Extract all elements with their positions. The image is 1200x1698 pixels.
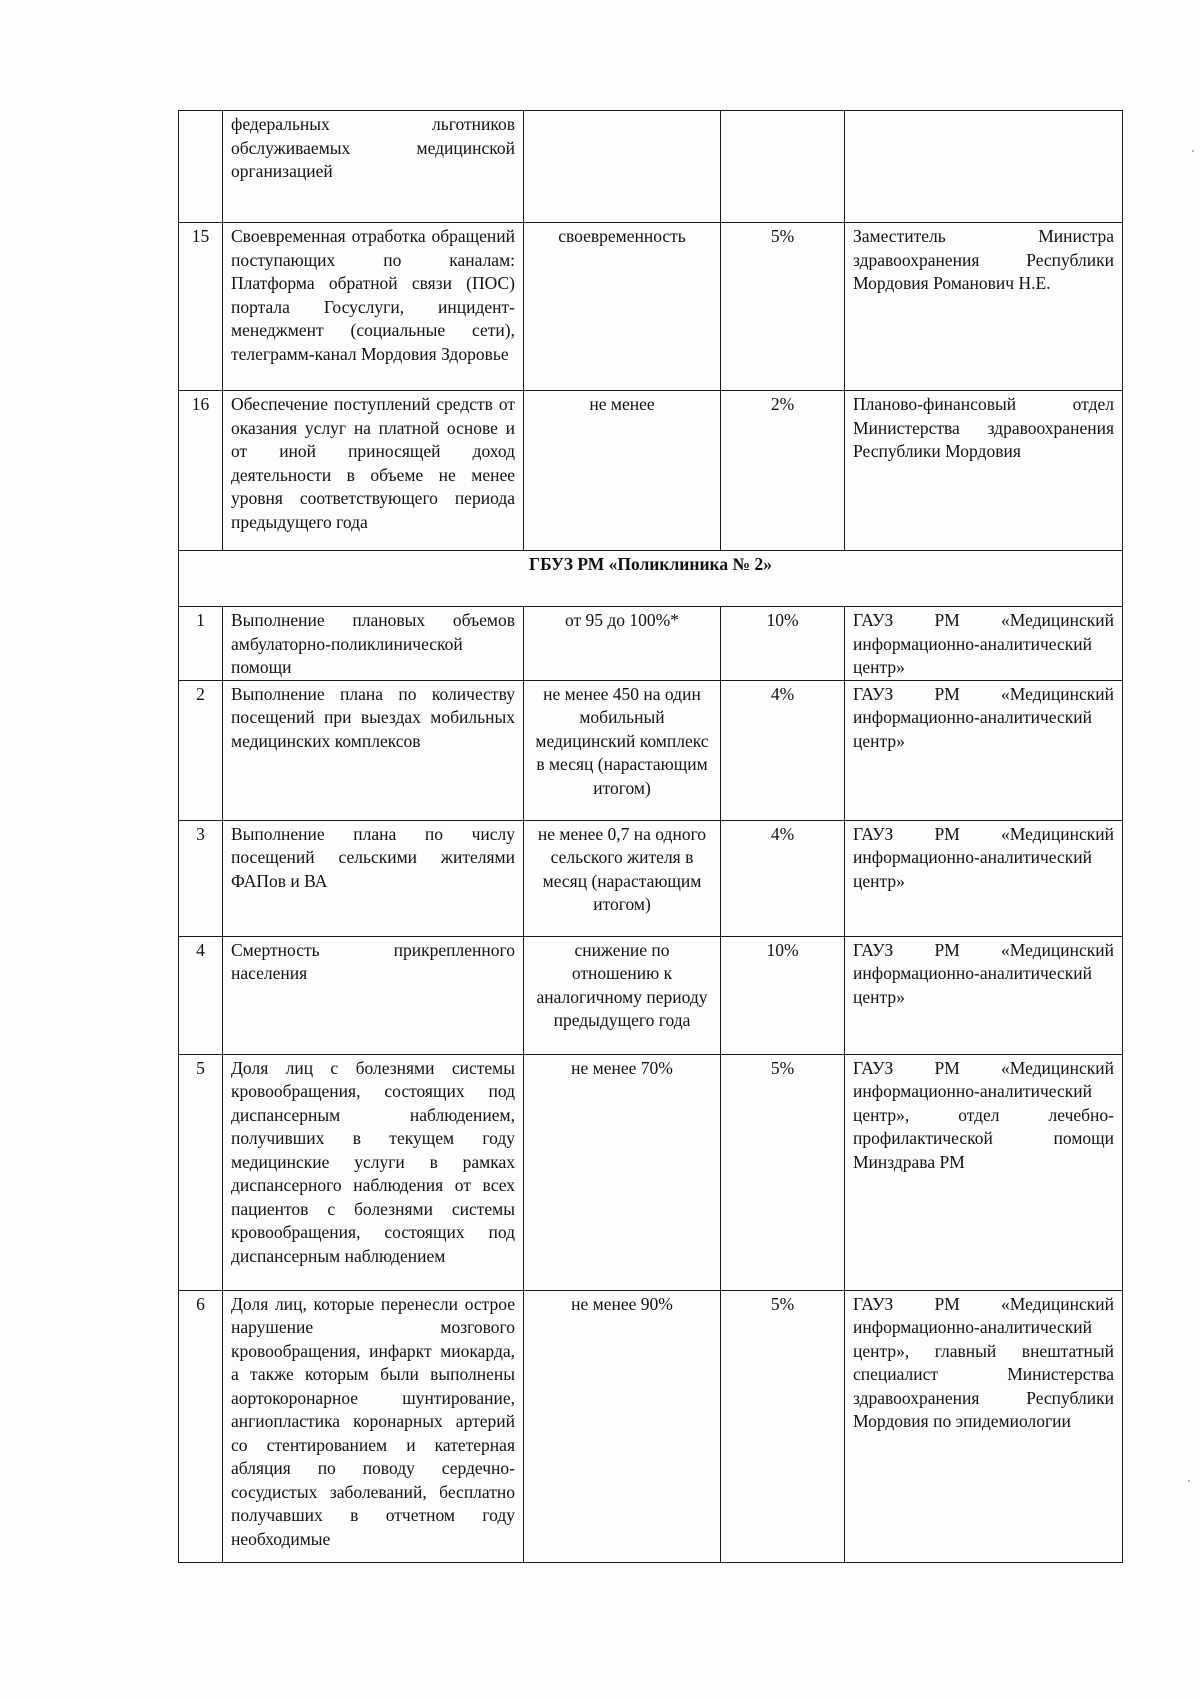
responsible-party: ГАУЗ РМ «Медицинский информационно-аналитический центр», отдел лечебно-профилактической помощи Минздрава РМ <box>845 1054 1123 1290</box>
criterion-name: федеральных льготников обслуживаемых медицинской организацией <box>223 111 524 223</box>
responsible-party: ГАУЗ РМ «Медицинский информационно-аналитический центр» <box>845 820 1123 936</box>
criterion-weight: 5% <box>721 223 845 391</box>
row-number: 5 <box>179 1054 223 1290</box>
row-number: 15 <box>179 223 223 391</box>
criterion-weight: 4% <box>721 820 845 936</box>
row-number: 6 <box>179 1290 223 1562</box>
table-row <box>179 820 1123 936</box>
table-row <box>179 680 1123 820</box>
criterion-value: не менее 90% <box>524 1290 721 1562</box>
criterion-name: Выполнение плана по числу посещений сельскими жителями ФАПов и ВА <box>223 820 524 936</box>
table-row <box>179 1054 1123 1290</box>
row-number: 3 <box>179 820 223 936</box>
responsible-party: ГАУЗ РМ «Медицинский информационно-аналитический центр» <box>845 680 1123 820</box>
criterion-name: Своевременная отработка обращений поступающих по каналам: Платформа обратной связи (ПОС) портала Госуслуги, инцидент-менеджмент (социальные сети), телеграмм-канал Мордовия Здоровье <box>223 223 524 391</box>
table-row <box>179 391 1123 551</box>
responsible-party: Заместитель Министра здравоохранения Республики Мордовия Романович Н.Е. <box>845 223 1123 391</box>
scan-speck <box>1188 1480 1190 1482</box>
table-row <box>179 223 1123 391</box>
table-row <box>179 111 1123 223</box>
section-title: ГБУЗ РМ «Поликлиника № 2» <box>179 551 1123 607</box>
criterion-name: Обеспечение поступлений средств от оказания услуг на платной основе и от иной приносящей доход деятельности в объеме не менее уровня соответствующего периода предыдущего года <box>223 391 524 551</box>
criterion-weight: 5% <box>721 1054 845 1290</box>
responsible-party: ГАУЗ РМ «Медицинский информационно-аналитический центр» <box>845 607 1123 681</box>
responsible-party: Планово-финансовый отдел Министерства здравоохранения Республики Мордовия <box>845 391 1123 551</box>
criterion-value <box>524 111 721 223</box>
table-row <box>179 936 1123 1054</box>
criterion-value: от 95 до 100%* <box>524 607 721 681</box>
table-row <box>179 607 1123 681</box>
criterion-weight: 2% <box>721 391 845 551</box>
table-row <box>179 1290 1123 1562</box>
row-number <box>179 111 223 223</box>
criterion-value: не менее 450 на один мобильный медицинский комплекс в месяц (нарастающим итогом) <box>524 680 721 820</box>
criterion-weight: 5% <box>721 1290 845 1562</box>
criterion-name: Доля лиц с болезнями системы кровообращения, состоящих под диспансерным наблюдением, получивших в текущем году медицинские услуги в рамках диспансерного наблюдения от всех пациентов с болезнями системы кровообращения, состоящих под диспансерным наблюдением <box>223 1054 524 1290</box>
criteria-table <box>178 110 1123 1563</box>
responsible-party: ГАУЗ РМ «Медицинский информационно-аналитический центр», главный внештатный специалист Министерства здравоохранения Республики Мордовия по эпидемиологии <box>845 1290 1123 1562</box>
criterion-weight: 10% <box>721 607 845 681</box>
row-number: 1 <box>179 607 223 681</box>
criterion-weight: 4% <box>721 680 845 820</box>
criterion-weight: 10% <box>721 936 845 1054</box>
criterion-value: своевременность <box>524 223 721 391</box>
criterion-value: не менее 0,7 на одного сельского жителя в месяц (нарастающим итогом) <box>524 820 721 936</box>
criterion-name: Выполнение плана по количеству посещений при выездах мобильных медицинских комплексов <box>223 680 524 820</box>
criterion-name: Смертность прикрепленного населения <box>223 936 524 1054</box>
row-number: 2 <box>179 680 223 820</box>
row-number: 4 <box>179 936 223 1054</box>
section-header-row <box>179 551 1123 607</box>
criterion-name: Выполнение плановых объемов амбулаторно-поликлинической помощи <box>223 607 524 681</box>
criterion-name: Доля лиц, которые перенесли острое нарушение мозгового кровообращения, инфаркт миокарда, а также которым были выполнены аортокоронарное шунтирование, ангиопластика коронарных артерий со стентированием и катетерная абляция по поводу сердечно-сосудистых заболеваний, бесплатно получавших в отчетном году необходимые <box>223 1290 524 1562</box>
criterion-value: снижение по отношению к аналогичному периоду предыдущего года <box>524 936 721 1054</box>
responsible-party <box>845 111 1123 223</box>
responsible-party: ГАУЗ РМ «Медицинский информационно-аналитический центр» <box>845 936 1123 1054</box>
criterion-value: не менее <box>524 391 721 551</box>
criterion-value: не менее 70% <box>524 1054 721 1290</box>
row-number: 16 <box>179 391 223 551</box>
scan-speck <box>1192 150 1194 152</box>
criterion-weight <box>721 111 845 223</box>
